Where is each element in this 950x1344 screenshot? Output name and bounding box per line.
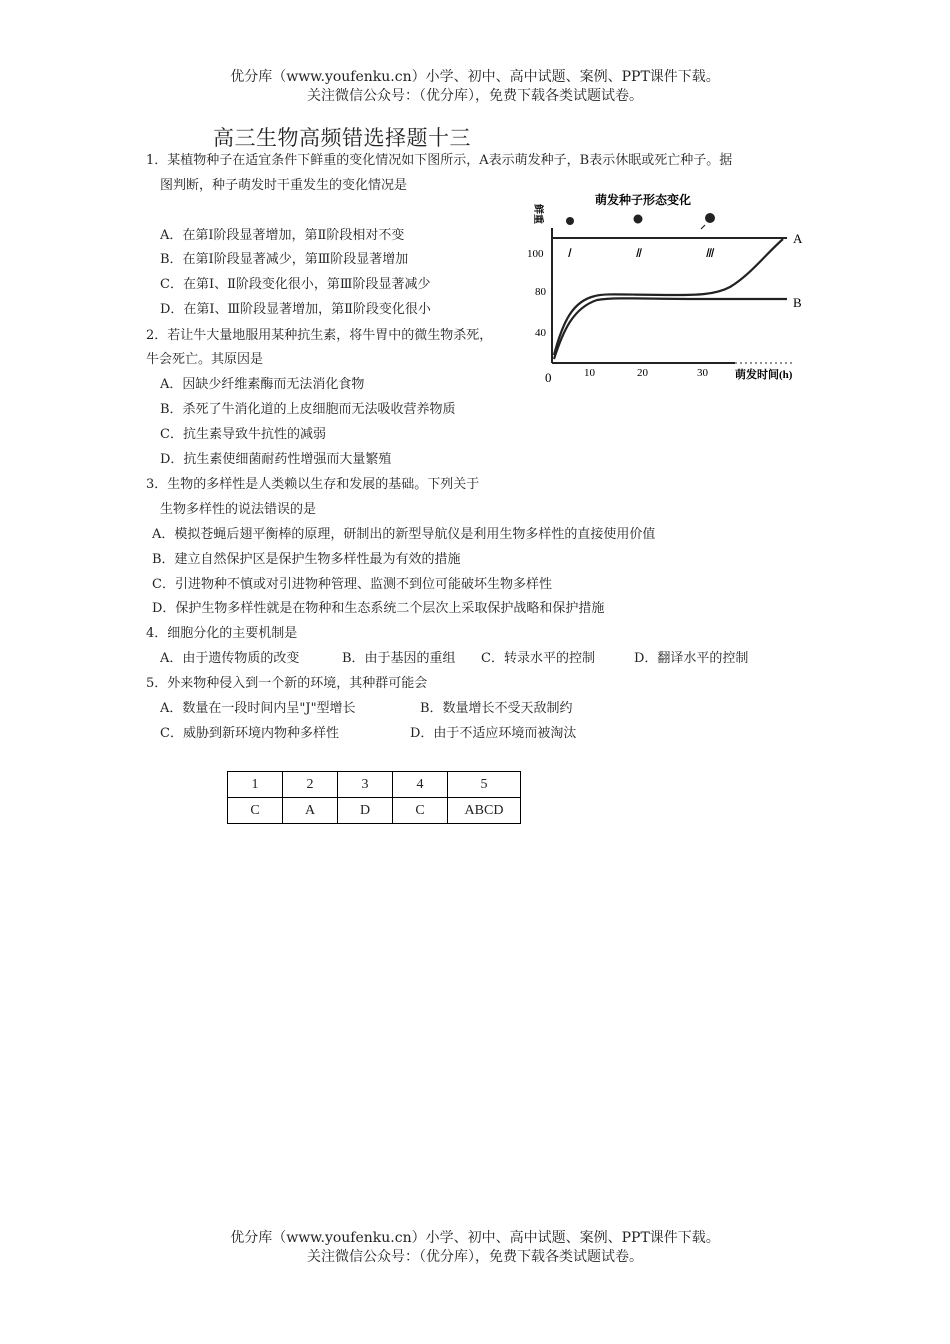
y-tick-100: 100 (527, 248, 544, 260)
y-tick-80: 80 (535, 286, 546, 298)
q2-stem-line-2: 牛会死亡。其原因是 (146, 352, 264, 367)
q1-stem-line-2: 图判断，种子萌发时干重发生的变化情况是 (160, 178, 408, 193)
footer-line-2: 关注微信公众号：（优分库），免费下载各类试题试卷。 (307, 1249, 643, 1265)
answer-number-row (228, 772, 521, 798)
header-line-2: 关注微信公众号：（优分库），免费下载各类试题试卷。 (307, 88, 643, 104)
q2-option-a: A．因缺少纤维素酶而无法消化食物 (160, 377, 365, 392)
header-line-1: 优分库（www.youfenku.cn）小学、初中、高中试题、案例、PPT课件下载。 (230, 69, 720, 85)
q3-option-b: B．建立自然保护区是保护生物多样性最为有效的措施 (152, 552, 461, 567)
answer-key: C (228, 798, 283, 824)
q2-stem-line-1: 2．若让牛大量地服用某种抗生素，将牛胃中的微生物杀死， (146, 328, 493, 343)
q4-stem: 4．细胞分化的主要机制是 (146, 626, 298, 641)
q1-option-d: D．在第Ⅰ、Ⅲ阶段显著增加，第Ⅱ阶段变化很小 (160, 302, 431, 317)
q1-option-a: A．在第Ⅰ阶段显著增加，第Ⅱ阶段相对不变 (160, 228, 405, 243)
q4-option-a: A．由于遗传物质的改变 (160, 651, 300, 666)
q4-option-d: D．翻译水平的控制 (634, 651, 749, 666)
q3-option-c: C．引进物种不慎或对引进物种管理、监测不到位可能破坏生物多样性 (152, 577, 552, 592)
q5-option-a: A．数量在一段时间内呈"J"型增长 (160, 701, 356, 716)
answer-number: 5 (448, 772, 521, 798)
answer-number: 4 (393, 772, 448, 798)
answer-key: D (338, 798, 393, 824)
seed-weight-figure (525, 183, 815, 388)
q1-option-c: C．在第Ⅰ、Ⅱ阶段变化很小，第Ⅲ阶段显著减少 (160, 277, 431, 292)
seed-stage-2-icon (634, 215, 643, 224)
answer-number: 1 (228, 772, 283, 798)
q3-option-d: D．保护生物多样性就是在物种和生态系统二个层次上采取保护战略和保护措施 (152, 601, 605, 616)
figure-title: 萌发种子形态变化 (595, 193, 692, 207)
x-tick-10: 10 (584, 367, 595, 379)
curve-b (554, 298, 787, 359)
curve-a-label: A (793, 231, 803, 246)
stage-3-label: Ⅲ (705, 246, 714, 260)
q3-stem-line-2: 生物多样性的说法错误的是 (160, 502, 317, 517)
x-axis-label: 萌发时间(h) (735, 369, 793, 381)
answer-key: ABCD (448, 798, 521, 824)
q1-stem-line-1: 1．某植物种子在适宜条件下鲜重的变化情况如下图所示，A表示萌发种子，B表示休眠或死亡种子。据 (146, 153, 733, 168)
curve-b-label: B (793, 295, 802, 310)
stage-2-label: Ⅱ (635, 246, 641, 260)
q3-option-a: A．模拟苍蝇后翅平衡棒的原理，研制出的新型导航仪是利用生物多样性的直接使用价值 (152, 527, 656, 542)
q5-option-c: C．威胁到新环境内物种多样性 (160, 726, 339, 741)
q2-option-b: B．杀死了牛消化道的上皮细胞而无法吸收营养物质 (160, 402, 456, 417)
q3-stem-line-1: 3．生物的多样性是人类赖以生存和发展的基础。下列关于 (146, 477, 480, 492)
answer-key: A (283, 798, 338, 824)
answer-table (227, 771, 521, 824)
page-title: 高三生物高频错选择题十三 (213, 126, 471, 150)
footer-line-1: 优分库（www.youfenku.cn）小学、初中、高中试题、案例、PPT课件下载。 (230, 1230, 720, 1246)
answer-key: C (393, 798, 448, 824)
stage-1-label: Ⅰ (567, 246, 571, 260)
q2-option-d: D．抗生素使细菌耐药性增强而大量繁殖 (160, 452, 392, 467)
answer-number: 2 (283, 772, 338, 798)
seed-stage-1-icon (566, 217, 574, 225)
sprout-icon (701, 225, 705, 229)
q5-option-d: D．由于不适应环境而被淘汰 (410, 726, 577, 741)
answer-key-row (228, 798, 521, 824)
q1-option-b: B．在第Ⅰ阶段显著减少，第Ⅲ阶段显著增加 (160, 252, 409, 267)
curve-a (554, 239, 783, 355)
y-tick-40: 40 (535, 327, 546, 339)
q2-option-c: C．抗生素导致牛抗性的减弱 (160, 427, 326, 442)
x-tick-20: 20 (637, 367, 648, 379)
q5-stem: 5．外来物种侵入到一个新的环境，其种群可能会 (146, 676, 428, 691)
origin-label: 0 (545, 370, 552, 385)
answer-number: 3 (338, 772, 393, 798)
q5-option-b: B．数量增长不受天敌制约 (420, 701, 573, 716)
q4-option-c: C．转录水平的控制 (481, 651, 595, 666)
seed-stage-3-icon (705, 213, 715, 223)
x-tick-30: 30 (697, 367, 708, 379)
y-axis-label: 鲜重 (532, 204, 543, 224)
q4-option-b: B．由于基因的重组 (342, 651, 456, 666)
